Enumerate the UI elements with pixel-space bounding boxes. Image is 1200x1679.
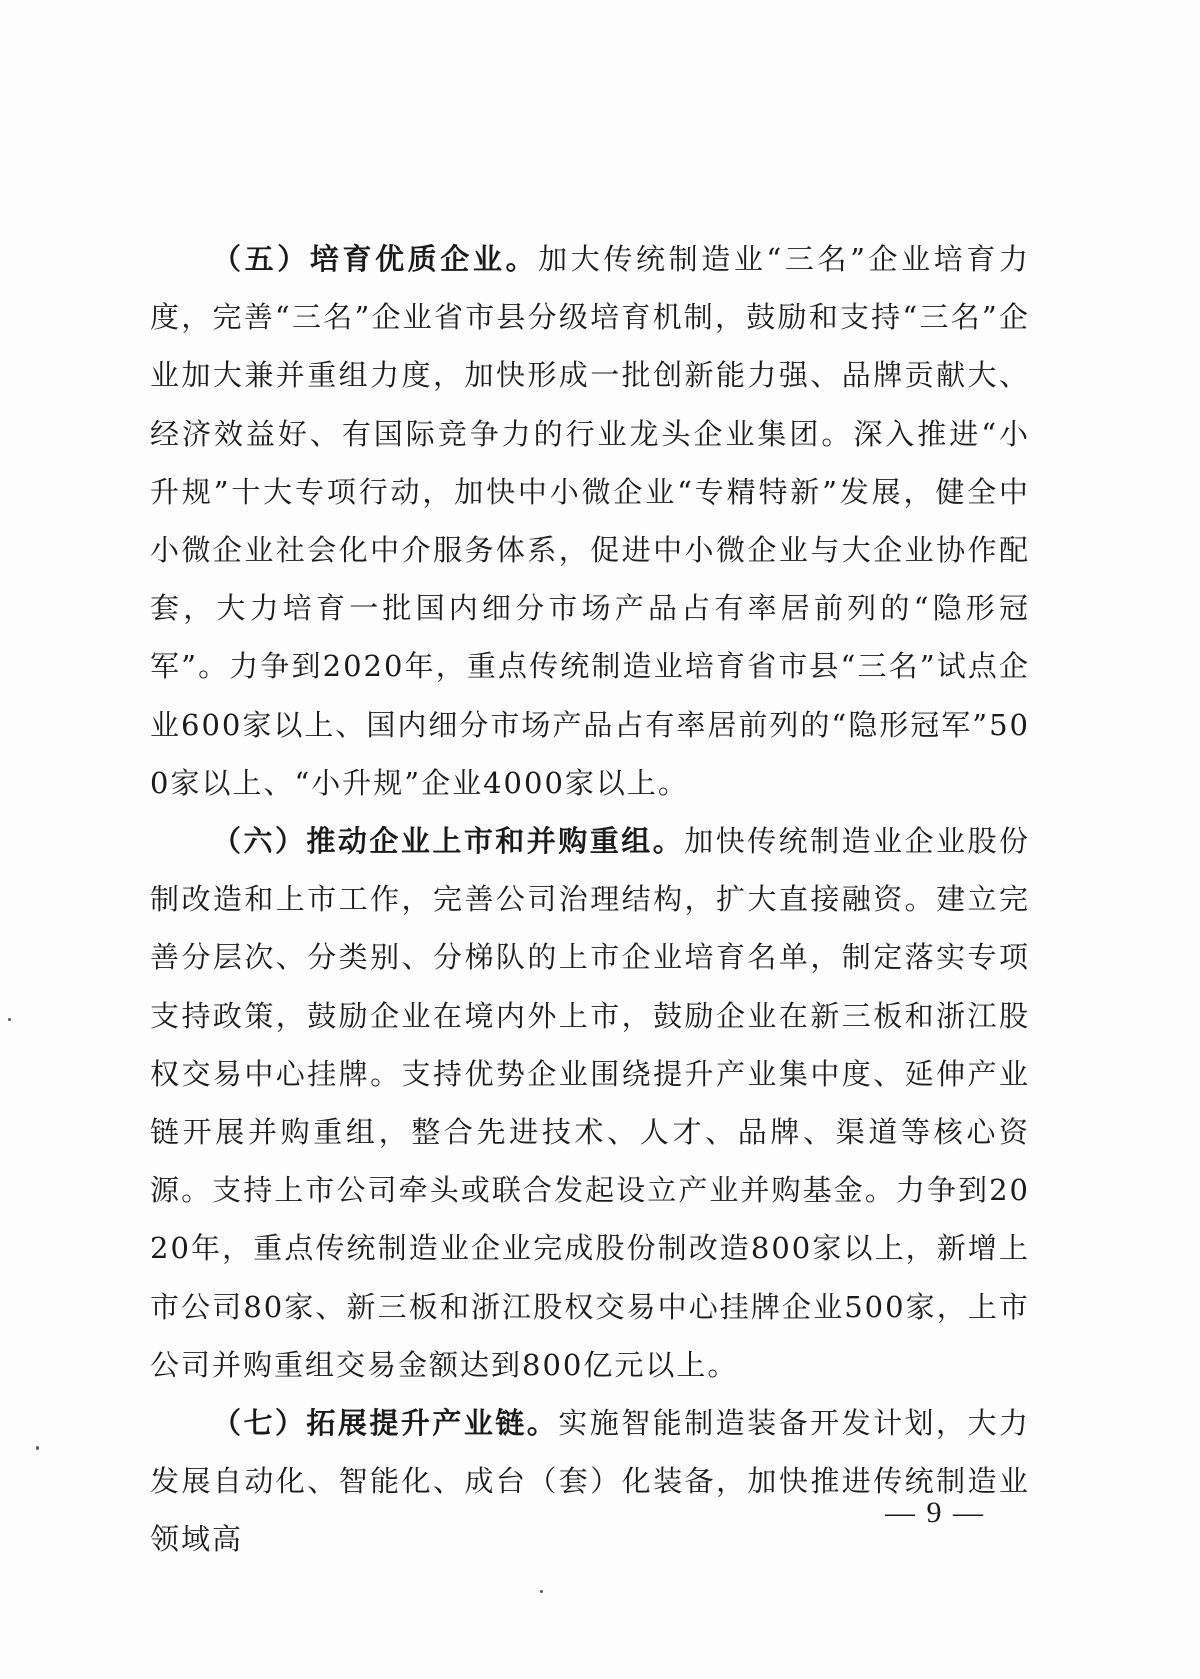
paragraph-5-heading: （五）培育优质企业。 [212,242,539,276]
paragraph-7-text: 实施智能制造装备开发计划，大力发展自动化、智能化、成台（套）化装备，加快推进传统制造业领域高 [150,1406,1030,1557]
paragraph-6 [150,812,1030,1394]
scan-speck [8,1018,11,1021]
scan-speck [540,1590,543,1593]
page-number: — 9 — [885,1496,985,1529]
paragraph-5 [150,230,1030,812]
paragraph-7-heading: （七）拓展提升产业链。 [212,1406,559,1441]
document-body [150,230,1030,1569]
paragraph-6-text: 加快传统制造业企业股份制改造和上市工作，完善公司治理结构，扩大直接融资。建立完善分层次、分类别、分梯队的上市企业培育名单，制定落实专项支持政策，鼓励企业在境内外上市，鼓励企业在新三板和浙江股权交易中心挂牌。支持优势企业围绕提升产业集中度、延伸产业链开展并购重组，整合先进技术、人才、品牌、渠道等核心资源。支持上市公司牵头或联合发起设立产业并购基金。力争到2020年，重点传统制造业企业完成股份制改造800家以上，新增上市公司80家、新三板和浙江股权交易中心挂牌企业500家，上市公司并购重组交易金额达到800亿元以上。 [150,824,1030,1382]
paragraph-7 [150,1394,1030,1569]
paragraph-6-heading: （六）推动企业上市和并购重组。 [212,824,685,859]
paragraph-5-text: 加大传统制造业“三名”企业培育力度，完善“三名”企业省市县分级培育机制，鼓励和支持“三名”企业加大兼并重组力度，加快形成一批创新能力强、品牌贡献大、经济效益好、有国际竞争力的行业龙头企业集团。深入推进“小升规”十大专项行动，加快中小微企业“专精特新”发展，健全中小微企业社会化中介服务体系，促进中小微企业与大企业协作配套，大力培育一批国内细分市场产品占有率居前列的“隐形冠军”。力争到2020年，重点传统制造业培育省市县“三名”试点企业600家以上、国内细分市场产品占有率居前列的“隐形冠军”500家以上、“小升规”企业4000家以上。 [150,242,1030,800]
scan-speck [36,1446,39,1450]
